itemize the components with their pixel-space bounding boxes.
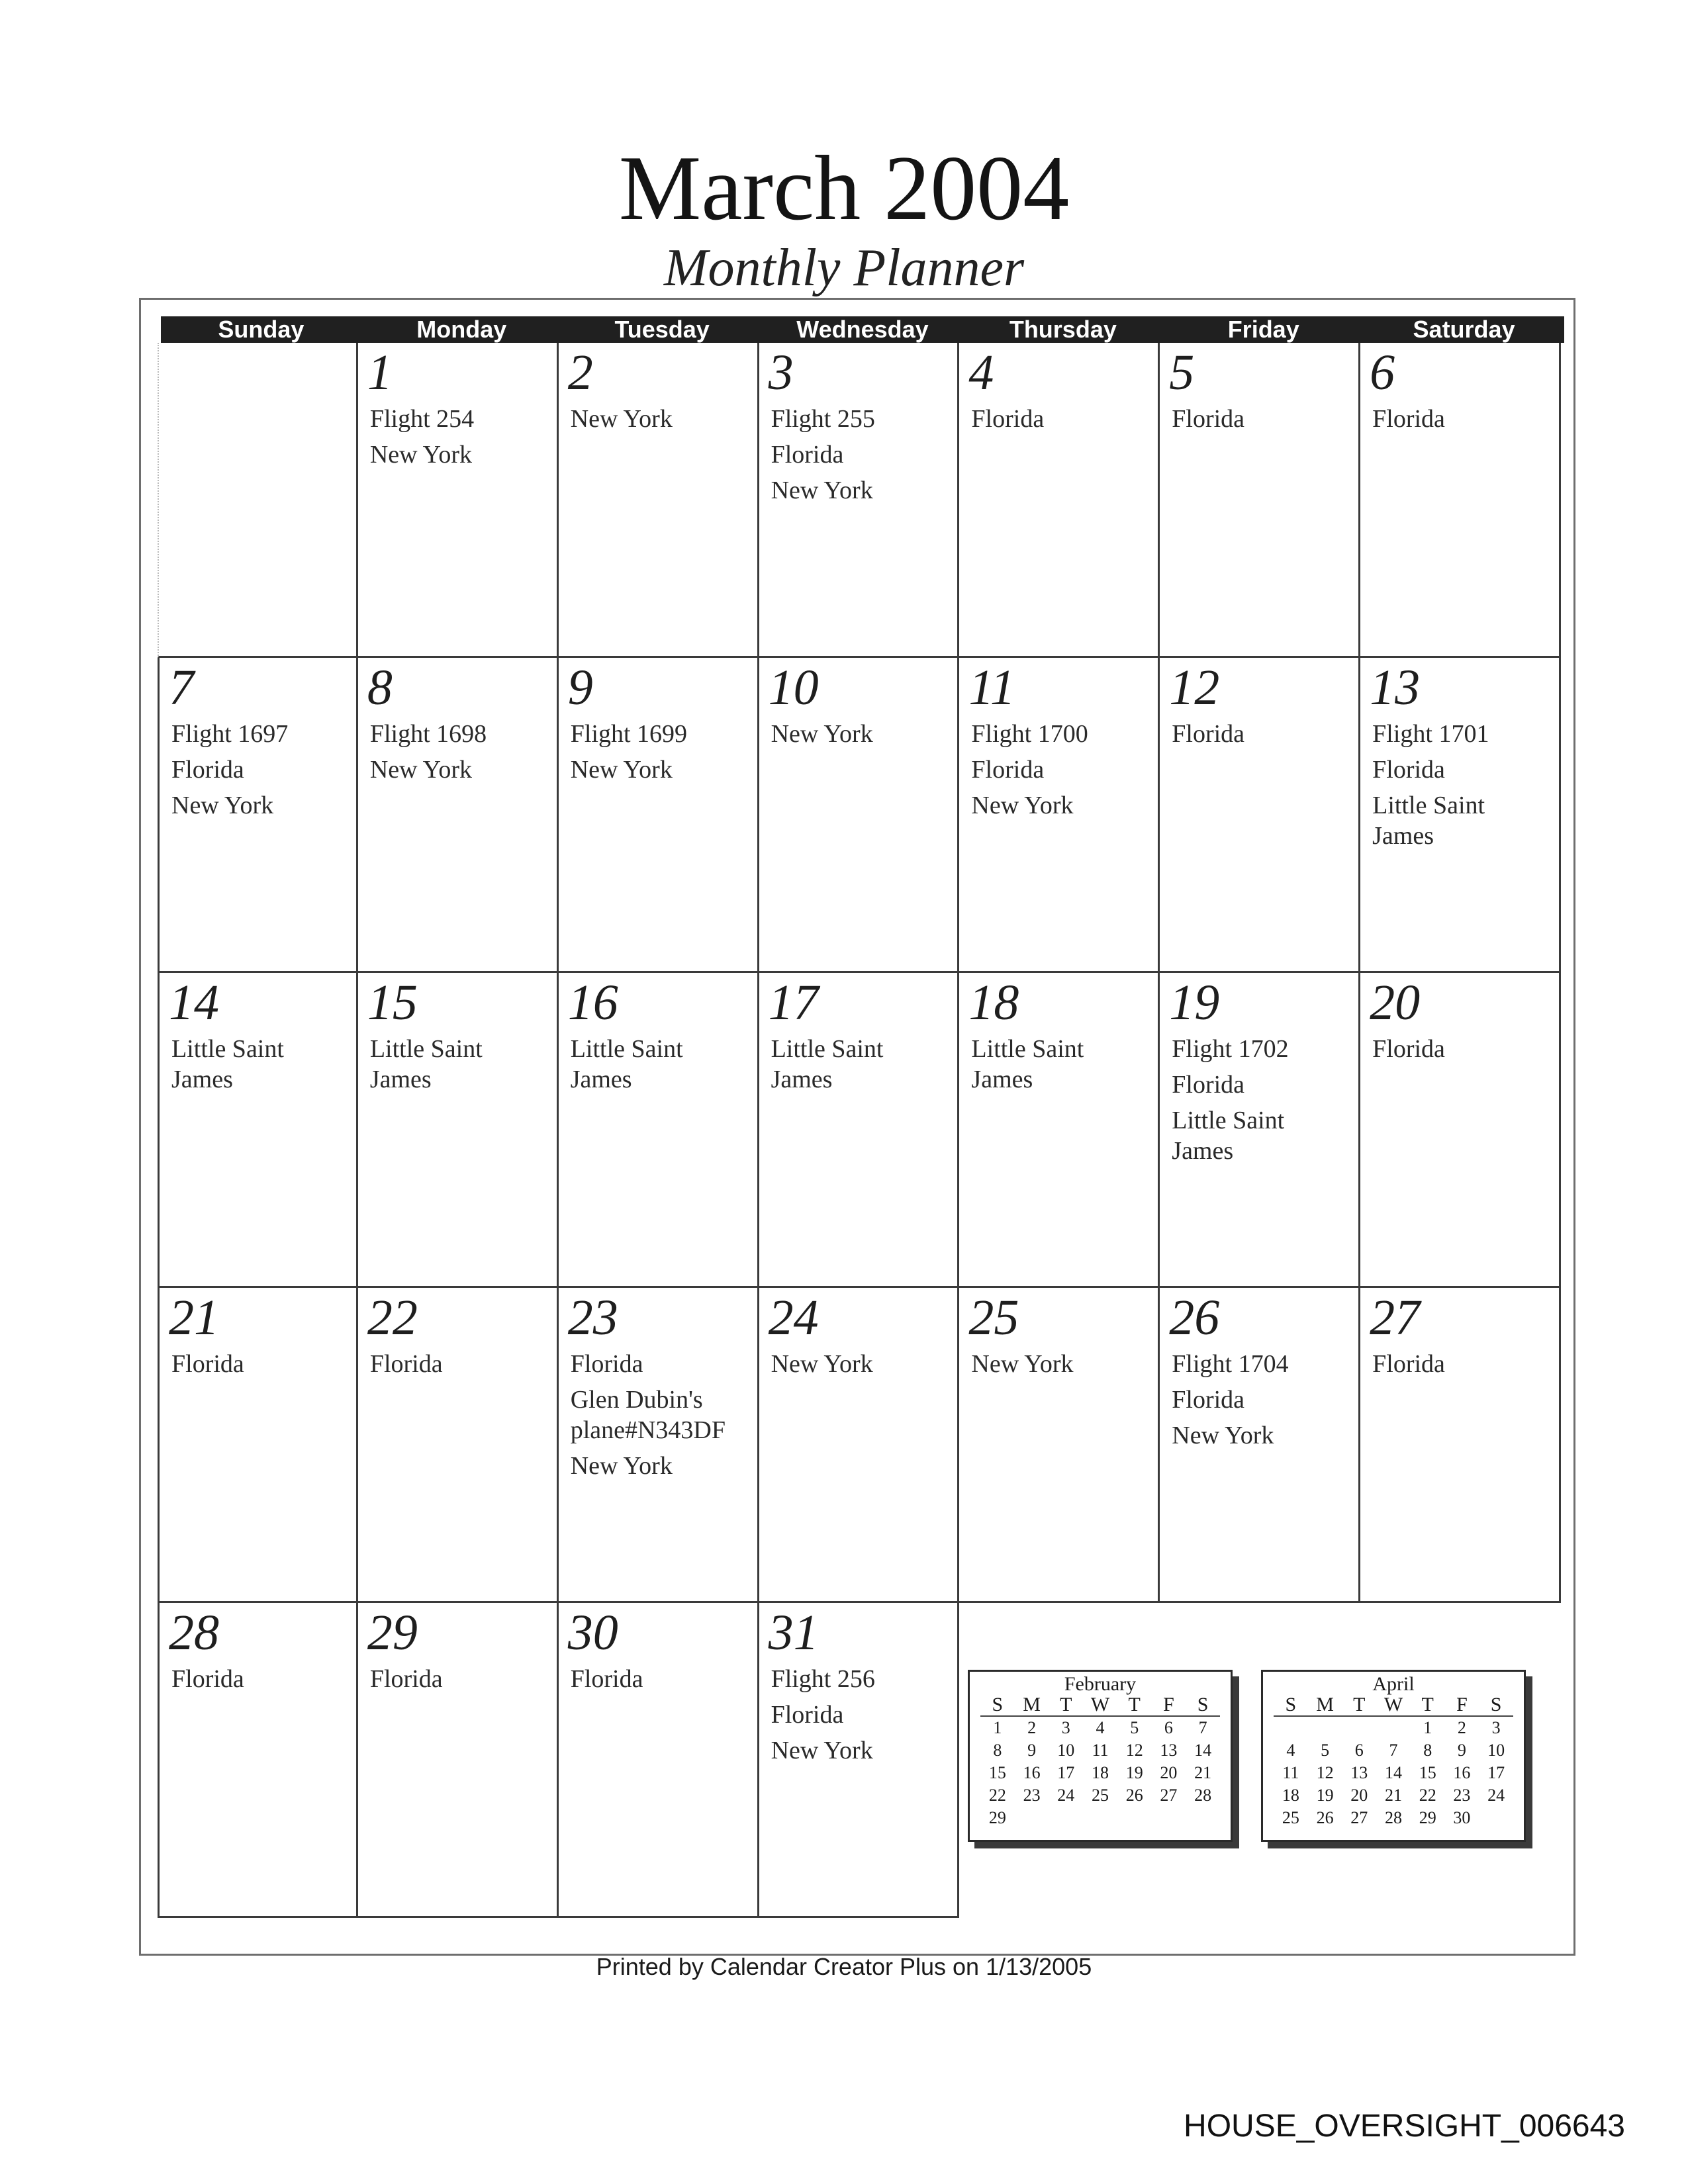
mini-calendar-day (1376, 1717, 1411, 1739)
day-cell (1160, 343, 1360, 658)
day-cell (358, 1288, 559, 1603)
day-number: 31 (768, 1605, 819, 1661)
mini-calendar-weekday: F (1152, 1694, 1186, 1717)
mini-calendar-day (1342, 1717, 1376, 1739)
mini-calendar-day: 21 (1194, 1763, 1212, 1782)
event-entry: New York (570, 756, 673, 784)
day-cell (358, 343, 559, 658)
event-entry: Little Saint James (971, 1035, 1084, 1093)
weekday-saturday: Saturday (1413, 316, 1515, 343)
event-entry: Florida (369, 1665, 443, 1693)
event-entry: Flight 1702 (1172, 1035, 1289, 1063)
day-number: 20 (1370, 975, 1421, 1030)
day-events (971, 1349, 1151, 1385)
event-entry: Florida (570, 1665, 643, 1693)
weekday-friday: Friday (1227, 316, 1299, 343)
day-events (1372, 719, 1552, 856)
mini-calendar-day: 20 (1350, 1786, 1368, 1805)
day-events (370, 1034, 550, 1100)
event-entry: Flight 1697 (171, 720, 289, 748)
weekday-monday: Monday (416, 316, 507, 343)
mini-calendar-day: 25 (1091, 1786, 1109, 1805)
day-cell (959, 1288, 1160, 1603)
mini-calendar-day: 13 (1350, 1763, 1368, 1782)
mini-calendar-weekday: F (1445, 1694, 1479, 1717)
day-cell (559, 973, 759, 1288)
mini-calendar-day: 8 (1423, 1741, 1432, 1760)
mini-calendar-day: 15 (988, 1763, 1006, 1782)
day-number: 15 (367, 975, 418, 1030)
day-cell (1360, 658, 1561, 973)
mini-calendar-day (1308, 1717, 1342, 1739)
mini-calendar-day: 9 (1457, 1741, 1466, 1760)
weekday-thursday: Thursday (1009, 316, 1117, 343)
mini-calendar-day: 28 (1384, 1808, 1402, 1827)
event-entry: Florida (171, 1350, 244, 1378)
day-events (171, 1349, 350, 1385)
mini-calendar-day: 18 (1091, 1763, 1109, 1782)
day-number: 16 (567, 975, 618, 1030)
event-entry: New York (570, 1452, 673, 1480)
mini-calendar-day: 16 (1453, 1763, 1471, 1782)
mini-calendar-day: 27 (1350, 1808, 1368, 1827)
day-cell (959, 343, 1160, 658)
event-entry: Florida (1172, 1386, 1245, 1414)
mini-calendar-day: 23 (1023, 1786, 1041, 1805)
event-entry: Florida (1372, 756, 1445, 784)
day-number: 2 (567, 345, 593, 400)
event-entry: New York (771, 720, 873, 748)
mini-calendar-day: 1 (1423, 1718, 1432, 1737)
day-number: 5 (1169, 345, 1195, 400)
event-entry: Florida (771, 1701, 844, 1729)
event-entry: Florida (771, 441, 844, 469)
event-entry: Flight 1704 (1172, 1350, 1289, 1378)
day-number: 27 (1370, 1290, 1421, 1345)
mini-calendar-day: 17 (1487, 1763, 1505, 1782)
mini-calendar-day: 21 (1384, 1786, 1402, 1805)
mini-calendar-grid (1274, 1694, 1513, 1829)
mini-calendar-day: 25 (1282, 1808, 1299, 1827)
mini-calendar-weekday: T (1411, 1694, 1445, 1717)
event-entry: New York (369, 756, 472, 784)
event-entry: New York (570, 405, 673, 433)
day-events (571, 719, 751, 790)
mini-calendar-day: 1 (993, 1718, 1002, 1737)
mini-calendar-weekday: M (1308, 1694, 1342, 1717)
day-events (571, 1034, 751, 1100)
mini-calendar-day: 13 (1160, 1741, 1178, 1760)
mini-calendar-month: April (1372, 1673, 1415, 1695)
day-cell (759, 1603, 960, 1918)
mini-calendar-day: 30 (1453, 1808, 1471, 1827)
mini-calendar-day: 6 (1164, 1718, 1173, 1737)
mini-calendar-day: 11 (1282, 1763, 1299, 1782)
mini-calendar-day: 28 (1194, 1786, 1212, 1805)
page-title: March 2004 (618, 137, 1070, 240)
mini-calendar-day: 17 (1057, 1763, 1075, 1782)
mini-calendar-day: 7 (1389, 1741, 1398, 1760)
day-number: 28 (169, 1605, 219, 1661)
mini-calendar-day: 19 (1125, 1763, 1143, 1782)
day-events (971, 404, 1151, 439)
event-entry: New York (971, 1350, 1074, 1378)
event-entry: Flight 256 (771, 1665, 875, 1693)
mini-calendar-month: February (1064, 1673, 1137, 1695)
event-entry: New York (771, 477, 873, 504)
event-entry: New York (171, 792, 274, 819)
mini-calendar-day: 5 (1130, 1718, 1139, 1737)
mini-calendar-april (1261, 1670, 1526, 1842)
day-cell (759, 973, 960, 1288)
day-cell (358, 658, 559, 973)
event-entry: Little Saint James (171, 1035, 284, 1093)
day-cell (559, 658, 759, 973)
mini-calendar-day: 12 (1316, 1763, 1334, 1782)
day-number: 10 (768, 660, 819, 715)
event-entry: New York (771, 1350, 873, 1378)
mini-calendar-day: 2 (1457, 1718, 1466, 1737)
mini-calendar-day: 14 (1384, 1763, 1402, 1782)
event-entry: Glen Dubin's plane#N343DF (570, 1386, 726, 1444)
event-entry: New York (971, 792, 1074, 819)
event-entry: Flight 255 (771, 405, 875, 433)
document-stamp: HOUSE_OVERSIGHT_006643 (1184, 2109, 1625, 2144)
day-events (571, 404, 751, 439)
mini-calendar-day: 23 (1453, 1786, 1471, 1805)
mini-calendar-day: 29 (1419, 1808, 1436, 1827)
mini-calendar-grid (980, 1694, 1220, 1829)
mini-calendar-day: 22 (988, 1786, 1006, 1805)
event-entry: Flight 1701 (1372, 720, 1489, 748)
mini-calendar-day: 29 (988, 1808, 1006, 1827)
event-entry: Little Saint James (570, 1035, 683, 1093)
mini-calendar-day: 19 (1316, 1786, 1334, 1805)
day-number: 11 (968, 660, 1015, 715)
page-subtitle: Monthly Planner (663, 239, 1025, 297)
day-events (571, 1664, 751, 1700)
day-cell (1360, 1288, 1561, 1603)
weekday-wednesday: Wednesday (796, 316, 929, 343)
event-entry: Florida (971, 405, 1045, 433)
event-entry: Flight 254 (369, 405, 475, 433)
day-events (370, 404, 550, 475)
day-number: 8 (367, 660, 393, 715)
event-entry: Little Saint James (1172, 1107, 1285, 1165)
mini-calendar-weekday: T (1342, 1694, 1376, 1717)
day-number: 23 (567, 1290, 618, 1345)
event-entry: Florida (1372, 1350, 1445, 1378)
day-cell (559, 343, 759, 658)
mini-calendar-weekday: W (1083, 1694, 1117, 1717)
day-number: 19 (1169, 975, 1220, 1030)
weekday-header (161, 316, 1564, 343)
event-entry: Florida (171, 756, 244, 784)
day-cell (759, 343, 960, 658)
event-entry: New York (369, 441, 472, 469)
day-events (1172, 1349, 1352, 1456)
event-entry: New York (1172, 1422, 1274, 1449)
day-cell (158, 658, 358, 973)
day-number: 1 (367, 345, 393, 400)
mini-calendar-day: 15 (1419, 1763, 1436, 1782)
day-cell (358, 1603, 559, 1918)
event-entry: Flight 1698 (369, 720, 487, 748)
event-entry: Florida (171, 1665, 244, 1693)
mini-calendar-day: 7 (1198, 1718, 1207, 1737)
mini-calendar-day: 4 (1286, 1741, 1295, 1760)
mini-calendar-day: 4 (1096, 1718, 1105, 1737)
mini-calendar-february (968, 1670, 1233, 1842)
day-number: 21 (169, 1290, 219, 1345)
event-entry: New York (771, 1737, 873, 1764)
day-events (771, 404, 951, 511)
event-entry: Flight 1700 (971, 720, 1088, 748)
day-number: 14 (169, 975, 219, 1030)
mini-calendar-day: 10 (1487, 1741, 1505, 1760)
day-events (1372, 404, 1552, 439)
day-events (771, 1664, 951, 1771)
day-number: 18 (968, 975, 1019, 1030)
day-number: 9 (567, 660, 593, 715)
day-cell (759, 1288, 960, 1603)
day-events (1172, 404, 1352, 439)
day-number: 24 (768, 1290, 819, 1345)
day-cell (759, 658, 960, 973)
mini-calendar-day: 2 (1027, 1718, 1037, 1737)
event-entry: Florida (1172, 720, 1245, 748)
printed-by-note: Printed by Calendar Creator Plus on 1/13/2005 (596, 1953, 1092, 1980)
day-events (771, 719, 951, 754)
day-cell (1360, 343, 1561, 658)
mini-calendar-weekday: M (1015, 1694, 1049, 1717)
mini-calendar-day: 5 (1321, 1741, 1330, 1760)
event-entry: Florida (971, 756, 1045, 784)
mini-calendar-day: 24 (1057, 1786, 1075, 1805)
day-events (370, 1664, 550, 1700)
day-events (171, 1034, 350, 1100)
event-entry: Little Saint James (771, 1035, 884, 1093)
mini-calendar-weekday: S (980, 1694, 1015, 1717)
day-events (1172, 1034, 1352, 1171)
mini-calendar-weekday: S (1479, 1694, 1513, 1717)
day-cell (158, 1603, 358, 1918)
day-cell (559, 1288, 759, 1603)
day-events (771, 1034, 951, 1100)
day-number: 26 (1169, 1290, 1220, 1345)
day-cell (1160, 973, 1360, 1288)
mini-calendar-day: 20 (1160, 1763, 1178, 1782)
event-entry: Little Saint James (1372, 792, 1485, 850)
day-events (370, 719, 550, 790)
day-events (1172, 719, 1352, 754)
mini-calendar-day: 22 (1419, 1786, 1436, 1805)
mini-calendar-day: 8 (993, 1741, 1002, 1760)
day-number: 17 (768, 975, 819, 1030)
mini-calendar-day: 10 (1057, 1741, 1075, 1760)
mini-calendar-day: 12 (1125, 1741, 1143, 1760)
event-entry: Florida (1172, 405, 1245, 433)
empty-day-cell (158, 343, 358, 658)
day-number: 6 (1370, 345, 1395, 400)
mini-calendar-weekday: W (1376, 1694, 1411, 1717)
day-cell (158, 1288, 358, 1603)
day-events (771, 1349, 951, 1385)
mini-calendar-weekday: T (1049, 1694, 1083, 1717)
event-entry: Florida (1372, 405, 1445, 433)
event-entry: Florida (1172, 1071, 1245, 1099)
day-events (571, 1349, 751, 1486)
day-events (1372, 1349, 1552, 1385)
weekday-tuesday: Tuesday (614, 316, 710, 343)
day-cell (1160, 1288, 1360, 1603)
mini-calendar-day: 27 (1160, 1786, 1178, 1805)
mini-calendar-day: 18 (1282, 1786, 1299, 1805)
day-number: 30 (567, 1605, 618, 1661)
day-events (1372, 1034, 1552, 1069)
mini-calendar-day: 11 (1092, 1741, 1109, 1760)
mini-calendar-day: 6 (1354, 1741, 1364, 1760)
day-number: 4 (968, 345, 994, 400)
day-cell (959, 973, 1160, 1288)
mini-calendar-day: 3 (1061, 1718, 1070, 1737)
mini-calendar-weekday: S (1274, 1694, 1308, 1717)
day-cell (158, 973, 358, 1288)
mini-calendar-weekday: S (1186, 1694, 1220, 1717)
day-cell (1360, 973, 1561, 1288)
event-entry: Florida (369, 1350, 443, 1378)
day-cell (959, 658, 1160, 973)
day-events (171, 1664, 350, 1700)
day-events (171, 719, 350, 826)
mini-calendar-day: 9 (1027, 1741, 1037, 1760)
mini-calendar-weekday: T (1117, 1694, 1152, 1717)
day-number: 25 (968, 1290, 1019, 1345)
day-number: 12 (1169, 660, 1220, 715)
day-cell (358, 973, 559, 1288)
event-entry: Flight 1699 (570, 720, 688, 748)
mini-calendar-day: 3 (1491, 1718, 1501, 1737)
mini-calendar-day: 26 (1316, 1808, 1334, 1827)
mini-calendar-day: 26 (1125, 1786, 1143, 1805)
day-number: 3 (768, 345, 794, 400)
event-entry: Florida (570, 1350, 643, 1378)
mini-calendar-day (1274, 1717, 1308, 1739)
event-entry: Little Saint James (369, 1035, 483, 1093)
day-number: 13 (1370, 660, 1421, 715)
mini-calendar-day: 24 (1487, 1786, 1505, 1805)
day-cell (1160, 658, 1360, 973)
day-cell (559, 1603, 759, 1918)
weekday-sunday: Sunday (218, 316, 305, 343)
day-events (971, 1034, 1151, 1100)
day-number: 7 (169, 660, 194, 715)
day-events (370, 1349, 550, 1385)
mini-calendar-day: 14 (1194, 1741, 1212, 1760)
day-number: 22 (367, 1290, 418, 1345)
day-events (971, 719, 1151, 826)
day-number: 29 (367, 1605, 418, 1661)
mini-calendar-day: 16 (1023, 1763, 1041, 1782)
event-entry: Florida (1372, 1035, 1445, 1063)
